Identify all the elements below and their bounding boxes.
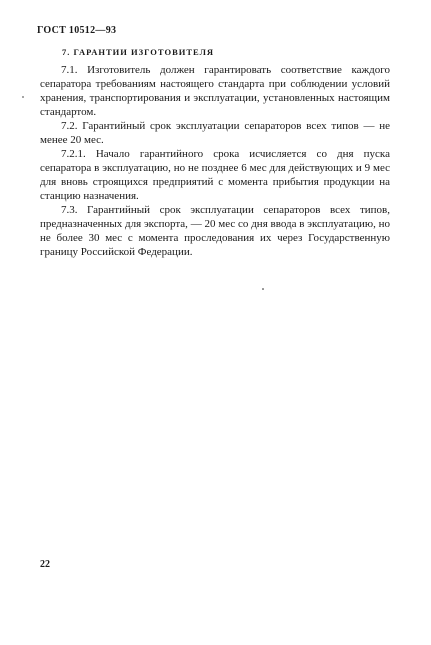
paragraph-7-1: 7.1. Изготовитель должен гарантировать соответствие каждого сепаратора требованиям настоящего стандарта при соблюдении условий хранения, транспортирования и эксплуатации, установленных настоящим стандартом. — [40, 64, 390, 118]
paragraph-7-2-1: 7.2.1. Начало гарантийного срока исчисляется со дня пуска сепаратора в эксплуатацию, но не позднее 6 мес для действующих и 9 мес для вновь строящихся предприятий с момента прибытия продукции на станцию назначения. — [40, 148, 390, 202]
paragraph-7-2: 7.2. Гарантийный срок эксплуатации сепараторов всех типов — не менее 20 мес. — [40, 120, 390, 146]
section-body — [40, 63, 390, 259]
document-header: ГОСТ 10512—93 — [37, 25, 117, 36]
paragraph-7-3: 7.3. Гарантийный срок эксплуатации сепараторов всех типов, предназначенных для экспорта, — 20 мес со дня ввода в эксплуатацию, но не более 30 мес с момента проследования их через Государственную границу Российской Федерации. — [40, 204, 390, 258]
scan-speck — [22, 96, 24, 98]
page-number: 22 — [40, 559, 50, 570]
section-title: 7. ГАРАНТИИ ИЗГОТОВИТЕЛЯ — [62, 47, 215, 57]
scan-speck — [262, 288, 264, 290]
